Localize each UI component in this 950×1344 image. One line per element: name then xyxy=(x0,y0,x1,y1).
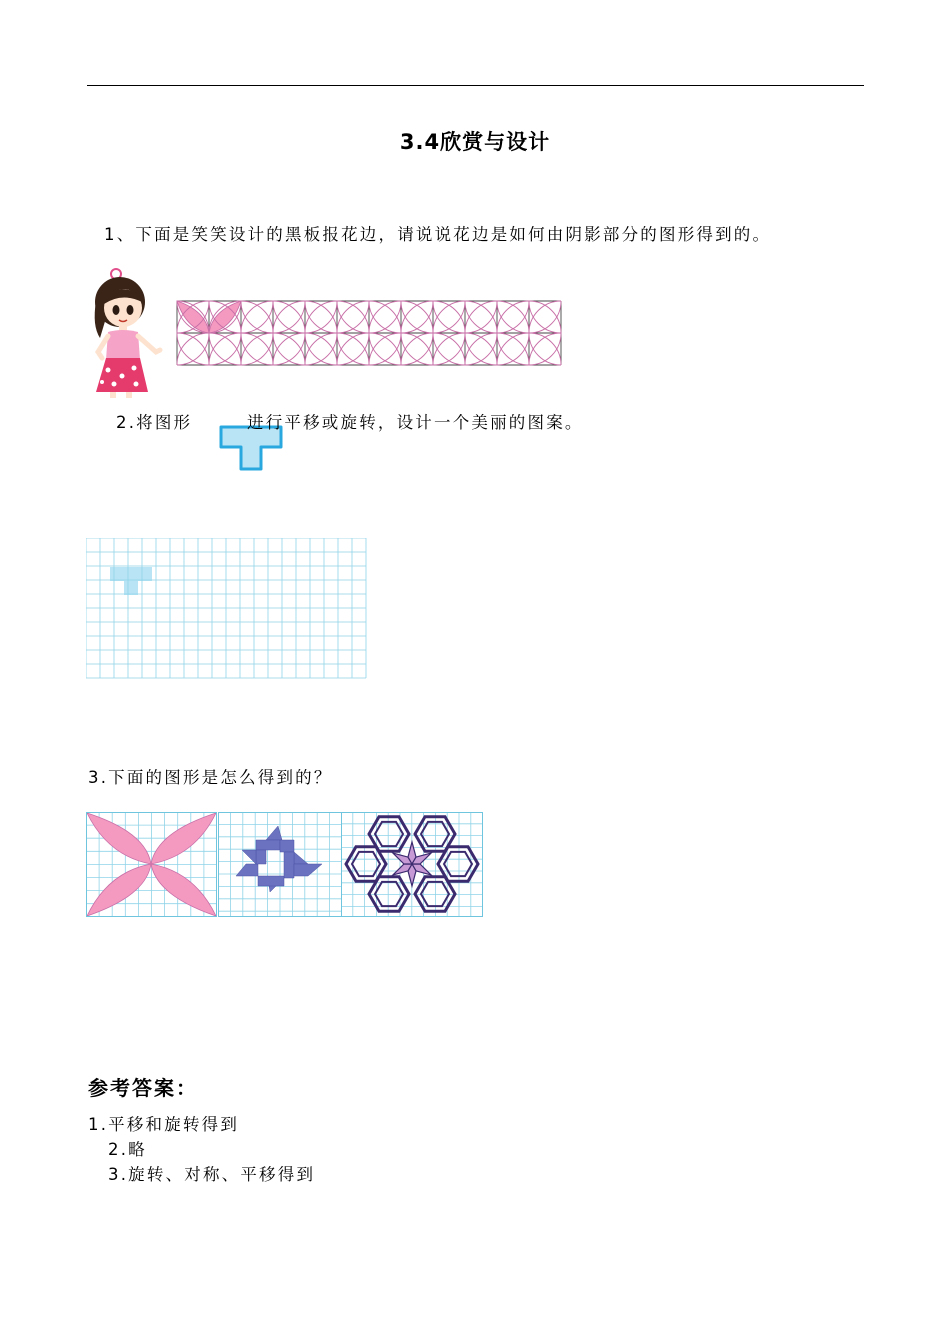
border-pattern-figure xyxy=(176,300,562,385)
hexagon-star-figure xyxy=(341,812,483,917)
design-grid xyxy=(86,538,374,684)
question-2-suffix: 进行平移或旋转，设计一个美丽的图案。 xyxy=(247,413,584,432)
header-rule xyxy=(87,85,864,86)
answers-heading: 参考答案： xyxy=(88,1076,198,1100)
question-1: 1、下面是笑笑设计的黑板报花边，请说说花边是如何由阴影部分的图形得到的。 xyxy=(104,225,772,244)
answer-2: 2.略 xyxy=(108,1140,147,1159)
question-3: 3.下面的图形是怎么得到的？ xyxy=(88,768,333,787)
page-title: 3.4欣赏与设计 xyxy=(399,130,551,154)
petal-figure xyxy=(86,812,217,917)
pinwheel-figure xyxy=(218,812,342,917)
answer-1: 1.平移和旋转得到 xyxy=(88,1115,240,1134)
girl-illustration xyxy=(86,266,170,400)
question-2-prefix: 2.将图形 xyxy=(116,413,193,432)
answer-3: 3.旋转、对称、平移得到 xyxy=(108,1165,316,1184)
